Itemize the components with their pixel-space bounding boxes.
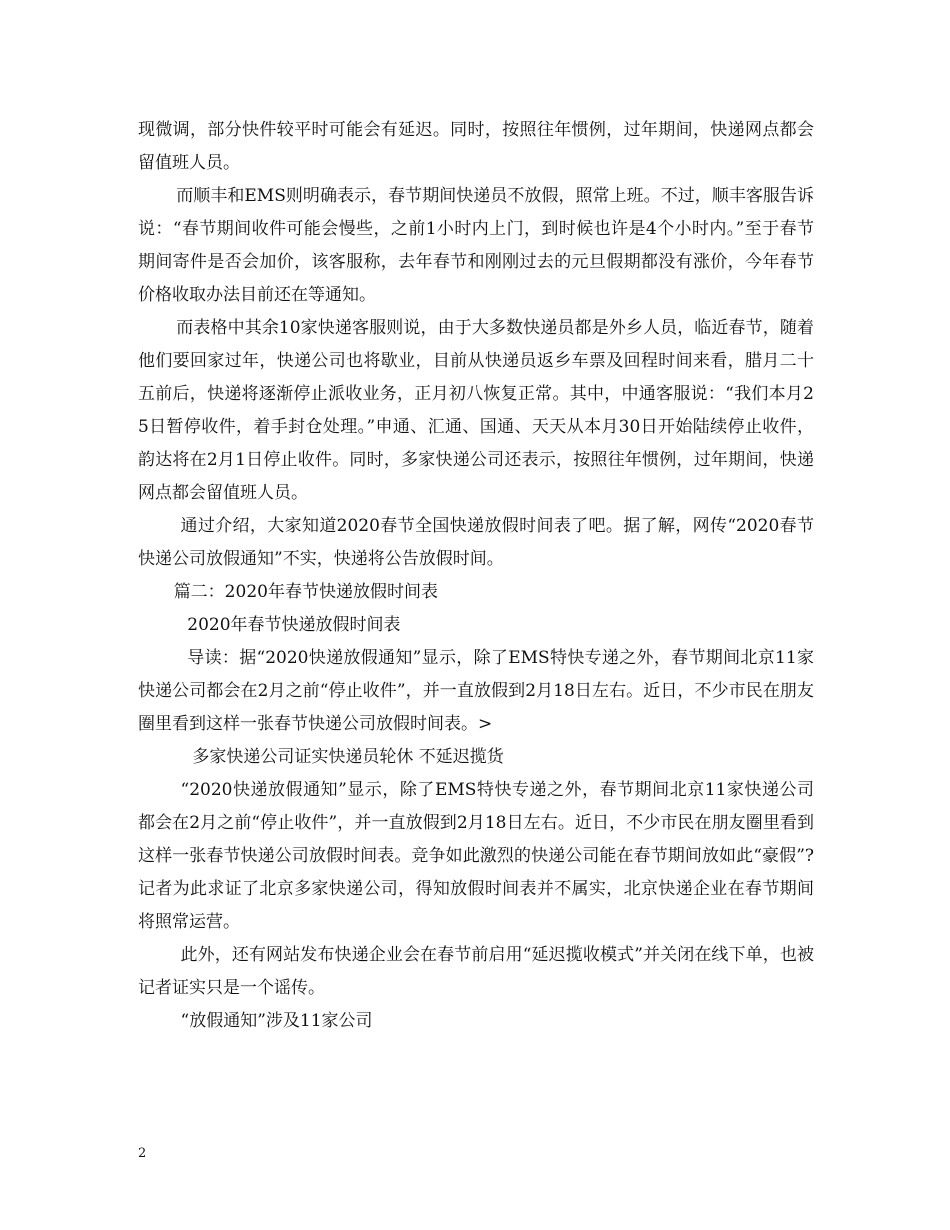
paragraph-sf-ems: 而顺丰和EMS则明确表示，春节期间快递员不放假，照常上班。不过，顺丰客服告诉说：“春节期间收件可能会慢些，之前1小时内上门，到时候也许是4个小时内。”至于春节期间寄件是否会加价，该客服称，去年春节和刚刚过去的元旦假期都没有涨价，今年春节价格收取办法目前还在等通知。 [138, 186, 814, 305]
subheading-companies-confirm: 多家快递公司证实快递员轮休 不延迟揽货 [192, 747, 504, 767]
section-title: 2020年春节快递放假时间表 [187, 615, 401, 635]
page-number: 2 [138, 1146, 147, 1161]
paragraph-other-couriers: 而表格中其余10家快递客服则说，由于大多数快递员都是外乡人员，临近春节，随着他们要回家过年，快递公司也将歇业，目前从快递员返乡车票及回程时间来看，腊月二十五前后，快递将逐渐停止派收业务，正月初八恢复正常。其中，中通客服说：“我们本月25日暂停收件，着手封仓处理。”申通、汇通、国通、天天从本月30日开始陆续停止收件，韵达将在2月1日停止收件。同时，多家快递公司还表示，按照往年惯例，过年期间，快递网点都会留值班人员。 [138, 318, 814, 503]
paragraph-lead: 导读：据“2020快递放假通知”显示，除了EMS特快专递之外，春节期间北京11家快递公司都会在2月之前“停止收件”，并一直放假到2月18日左右。近日，不少市民在朋友圈里看到这样一张春节快递公司放假时间表。> [138, 648, 814, 734]
paragraph-summary: 通过介绍，大家知道2020春节全国快递放假时间表了吧。据了解，网传“2020春节快递公司放假通知”不实，快递将公告放假时间。 [138, 516, 814, 569]
subheading-eleven-companies: “放假通知”涉及11家公司 [180, 1011, 373, 1031]
section-heading-part-two: 篇二：2020年春节快递放假时间表 [173, 582, 438, 602]
document-body [138, 114, 814, 1038]
paragraph-notice-details: “2020快递放假通知”显示，除了EMS特快专递之外，春节期间北京11家快递公司都会在2月之前“停止收件”，并一直放假到2月18日左右。近日，不少市民在朋友圈里看到这样一张春节快递公司放假时间表。竞争如此激烈的快递公司能在春节期间放如此“豪假”?记者为此求证了北京多家快递公司，得知放假时间表并不属实，北京快递企业在春节期间将照常运营。 [138, 780, 814, 932]
paragraph-rumor: 此外，还有网站发布快递企业会在春节前启用“延迟揽收模式”并关闭在线下单，也被记者证实只是一个谣传。 [138, 945, 814, 998]
paragraph-continued: 现微调，部分快件较平时可能会有延迟。同时，按照往年惯例，过年期间，快递网点都会留值班人员。 [138, 120, 814, 173]
